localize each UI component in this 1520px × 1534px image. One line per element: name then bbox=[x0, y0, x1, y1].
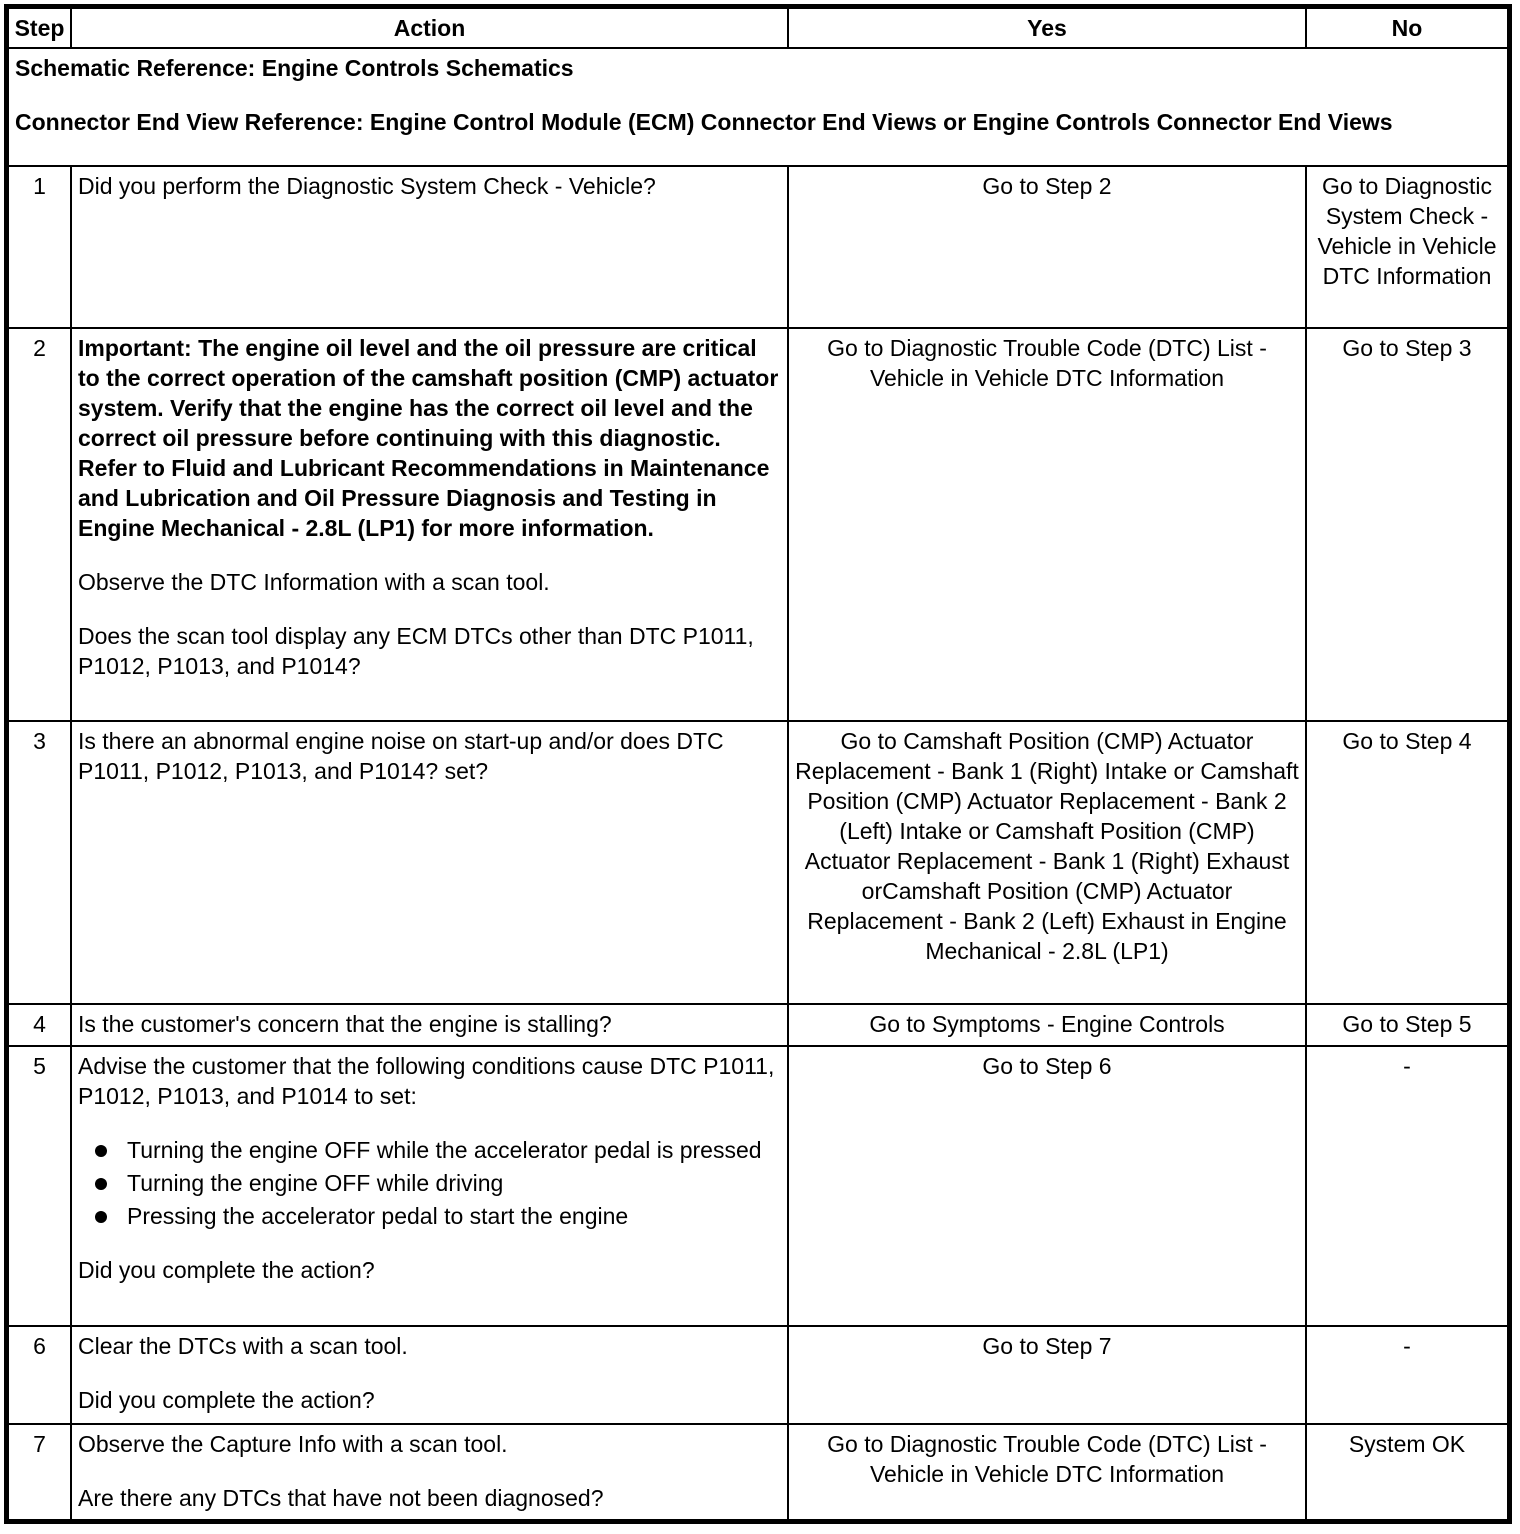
list-item-text: Pressing the accelerator pedal to start the engine bbox=[127, 1203, 629, 1229]
no-text: Go to Diagnostic System Check - Vehicle in Vehicle DTC Information bbox=[1317, 173, 1497, 289]
bullet-icon bbox=[95, 1145, 107, 1157]
action-question: Did you complete the action? bbox=[78, 1257, 375, 1283]
header-action: Action bbox=[71, 8, 788, 48]
action-cell bbox=[71, 166, 788, 328]
list-item-text: Turning the engine OFF while driving bbox=[127, 1170, 504, 1196]
action-question: Does the scan tool display any ECM DTCs other than DTC P1011, P1012, P1013, and P1014? bbox=[78, 623, 754, 679]
yes-cell: Go to Step 6 bbox=[788, 1046, 1306, 1326]
connector-reference: Connector End View Reference: Engine Control Module (ECM) Connector End Views or Engine Controls Connector End Views bbox=[15, 109, 1393, 135]
yes-cell: Go to Camshaft Position (CMP) Actuator Replacement - Bank 1 (Right) Intake or Camshaft Position (CMP) Actuator Replacement - Bank 2 (Left) Intake or Camshaft Position (CMP) Actuator Replacement - Bank 1 (Right) Exhaust orCamshaft Position (CMP) Actuator Replacement - Bank 2 (Left) Exhaust in Engine Mechanical - 2.8L (LP1) bbox=[788, 721, 1306, 1004]
action-text: Clear the DTCs with a scan tool. bbox=[78, 1333, 408, 1359]
table-row bbox=[8, 1424, 1508, 1520]
action-cell bbox=[71, 1326, 788, 1424]
table-row bbox=[8, 328, 1508, 721]
reference-row bbox=[8, 48, 1508, 166]
no-cell: Go to Step 3 bbox=[1306, 328, 1508, 721]
condition-list bbox=[78, 1135, 781, 1231]
header-step: Step bbox=[8, 8, 71, 48]
table-row bbox=[8, 1326, 1508, 1424]
schematic-reference: Schematic Reference: Engine Controls Schematics bbox=[15, 55, 574, 81]
action-cell bbox=[71, 721, 788, 1004]
no-cell bbox=[1306, 166, 1508, 328]
no-cell: Go to Step 5 bbox=[1306, 1004, 1508, 1046]
action-text: Is the customer's concern that the engine is stalling? bbox=[78, 1011, 612, 1037]
diagnostic-table bbox=[7, 7, 1509, 1521]
table-row bbox=[8, 1046, 1508, 1326]
action-question: Are there any DTCs that have not been diagnosed? bbox=[78, 1485, 604, 1511]
list-item bbox=[78, 1201, 781, 1231]
yes-cell: Go to Step 2 bbox=[788, 166, 1306, 328]
action-cell bbox=[71, 1424, 788, 1520]
step-number: 2 bbox=[8, 328, 71, 721]
no-cell: - bbox=[1306, 1046, 1508, 1326]
action-text: Did you perform the Diagnostic System Check - Vehicle? bbox=[78, 173, 656, 199]
step-number: 5 bbox=[8, 1046, 71, 1326]
yes-cell: Go to Symptoms - Engine Controls bbox=[788, 1004, 1306, 1046]
action-cell bbox=[71, 1004, 788, 1046]
diagnostic-page bbox=[7, 7, 1507, 1521]
bullet-icon bbox=[95, 1211, 107, 1223]
important-note: Important: The engine oil level and the oil pressure are critical to the correct operation of the camshaft position (CMP) actuator system. Verify that the engine has the correct oil level and the correct oil pressure before continuing with this diagnostic. Refer to Fluid and Lubricant Recommendations in Maintenance and Lubrication and Oil Pressure Diagnosis and Testing in Engine Mechanical - 2.8L (LP1) for more information. bbox=[78, 335, 779, 541]
yes-cell: Go to Diagnostic Trouble Code (DTC) List - Vehicle in Vehicle DTC Information bbox=[788, 328, 1306, 721]
action-cell bbox=[71, 328, 788, 721]
header-row bbox=[8, 8, 1508, 48]
step-number: 4 bbox=[8, 1004, 71, 1046]
action-text: Advise the customer that the following conditions cause DTC P1011, P1012, P1013, and P1014 to set: bbox=[78, 1053, 775, 1109]
yes-cell: Go to Diagnostic Trouble Code (DTC) List - Vehicle in Vehicle DTC Information bbox=[788, 1424, 1306, 1520]
action-text: Observe the Capture Info with a scan tool. bbox=[78, 1431, 508, 1457]
step-number: 1 bbox=[8, 166, 71, 328]
step-number: 7 bbox=[8, 1424, 71, 1520]
yes-cell: Go to Step 7 bbox=[788, 1326, 1306, 1424]
no-cell: - bbox=[1306, 1326, 1508, 1424]
header-no: No bbox=[1306, 8, 1508, 48]
no-cell: Go to Step 4 bbox=[1306, 721, 1508, 1004]
step-number: 3 bbox=[8, 721, 71, 1004]
list-item bbox=[78, 1135, 781, 1165]
list-item-text: Turning the engine OFF while the accelerator pedal is pressed bbox=[127, 1137, 762, 1163]
list-item bbox=[78, 1168, 781, 1198]
no-cell: System OK bbox=[1306, 1424, 1508, 1520]
table-row bbox=[8, 166, 1508, 328]
action-question: Did you complete the action? bbox=[78, 1387, 375, 1413]
bullet-icon bbox=[95, 1178, 107, 1190]
table-row bbox=[8, 721, 1508, 1004]
action-text: Is there an abnormal engine noise on start-up and/or does DTC P1011, P1012, P1013, and P1014? set? bbox=[78, 728, 724, 784]
table-row bbox=[8, 1004, 1508, 1046]
action-cell bbox=[71, 1046, 788, 1326]
reference-cell bbox=[8, 48, 1508, 166]
action-text: Observe the DTC Information with a scan tool. bbox=[78, 569, 550, 595]
step-number: 6 bbox=[8, 1326, 71, 1424]
header-yes: Yes bbox=[788, 8, 1306, 48]
